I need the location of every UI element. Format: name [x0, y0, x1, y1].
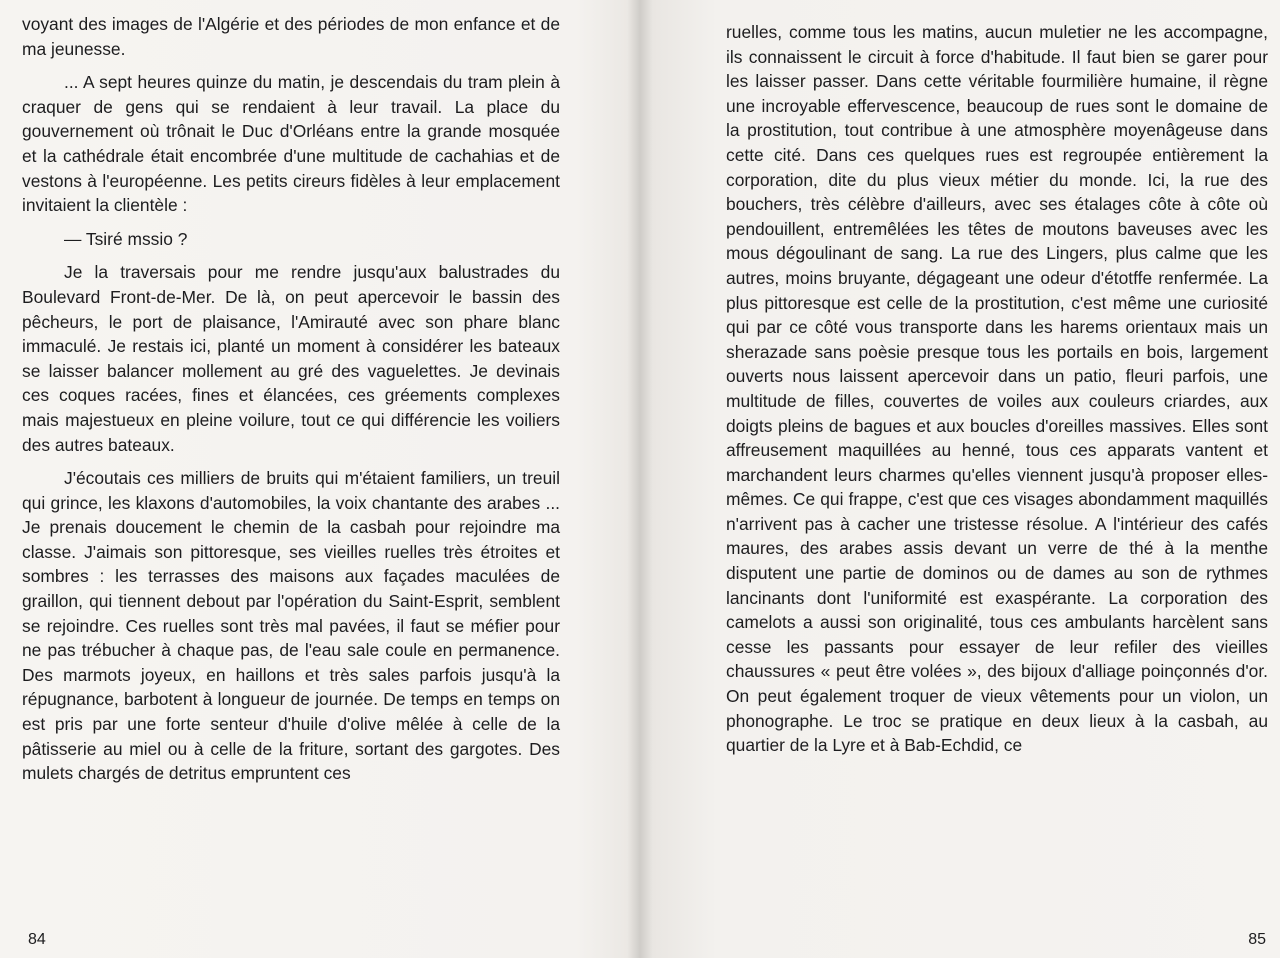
dialogue-line: — Tsiré mssio ? [64, 228, 188, 249]
page-number: 84 [28, 931, 46, 948]
paragraph: voyant des images de l'Algérie et des périodes de mon enfance et de ma jeunesse. [22, 14, 560, 59]
right-page [640, 0, 1280, 958]
right-page-text [726, 20, 1268, 758]
left-page-text [22, 12, 560, 786]
paragraph: ... A sept heures quinze du matin, je descendais du tram plein à craquer de gens qui se rendaient à leur travail. La place du gouvernement où trônait le Duc d'Orléans entre la grande mosquée et la cathédrale était encombrée d'une multitude de cachahias et de vestons à l'européenne. Les petits cireurs fidèles à leur emplacement invitaient la clientèle : [22, 72, 560, 216]
page-number: 85 [1248, 931, 1266, 948]
paragraph: ruelles, comme tous les matins, aucun muletier ne les accompagne, ils connaissent le circuit à force d'habitude. Il faut bien se garer pour les laisser passer. Dans cette véritable fourmilière humaine, il règne une incroyable effervescence, beaucoup de rues sont le domaine de la prostitution, tout contribue à une atmosphère moyenâgeuse dans cette cité. Dans ces quelques rues est regroupée entièrement la corporation, dite du plus vieux métier du monde. Ici, la rue des bouchers, très célèbre d'ailleurs, avec ses étalages côte à côte où pendouillent, entremêlées les têtes de moutons baveuses avec les mous dégoulinant de sang. La rue des Lingers, plus calme que les autres, moins bruyante, dégageant une odeur d'étotffe renfermée. La plus pittoresque est celle de la prostitution, c'est même une curiosité qui par ce côté vous transporte dans les harems orientaux mais un sherazade sans poèsie presque tous les portails en bois, largement ouverts nous laissent apercevoir dans un patio, fleuri parfois, une multitude de filles, couvertes de voiles aux couleurs criardes, aux doigts pleins de bagues et aux boucles d'oreilles massives. Elles sont affreusement maquillées au henné, tous ces apparats vantent et marchandent leurs charmes qu'elles viennent jusqu'à proposer elles-mêmes. Ce qui frappe, c'est que ces visages abondamment maquillés n'arrivent pas à cacher une tristesse résolue. A l'intérieur des cafés maures, des arabes assis devant un verre de thé à la menthe disputent une partie de dominos ou de dames au son de rythmes lancinants dont l'uniformité est exaspérante. La corporation des camelots a aussi son originalité, tous ces ambulants harcèlent sans cesse les passants pour essayer de leur refiler des vieilles chaussures « peut être volées », des bijoux d'alliage poinçonnés d'or. On peut également troquer de vieux vêtements pour un violon, un phonographe. Le troc se pratique en deux lieux à la casbah, au quartier de la Lyre et à Bab-Echdid, ce [726, 22, 1268, 756]
paragraph: Je la traversais pour me rendre jusqu'aux balustrades du Boulevard Front-de-Mer. De là, on peut apercevoir le bassin des pêcheurs, le port de plaisance, l'Amirauté avec son phare blanc immaculé. Je restais ici, planté un moment à considérer les bateaux se laisser balancer mollement au gré des vaguelettes. Je devinais ces coques racées, fines et élancées, ces gréements complexes mais majestueux en pleine voilure, tout ce qui différencie les voiliers des autres bateaux. [22, 262, 560, 455]
paragraph: J'écoutais ces milliers de bruits qui m'étaient familiers, un treuil qui grince, les klaxons d'automobiles, la voix chantante des arabes ... Je prenais doucement le chemin de la casbah pour rejoindre ma classe. J'aimais son pittoresque, ses vieilles ruelles très étroites et sombres : les terrasses des maisons aux façades maculées de graillon, qui tiennent debout par l'opération du Saint-Esprit, semblent se rejoindre. Ces ruelles sont très mal pavées, il faut se méfier pour ne pas trébucher à chaque pas, de l'eau sale coule en permanence. Des marmots joyeux, en haillons et très sales parfois jusqu'à la répugnance, barbotent à longueur de journée. De temps en temps on est pris par une forte senteur d'huile d'olive mêlée à celle de la pâtisserie au miel ou à celle de la friture, sortant des gargotes. Des mulets chargés de detritus empruntent ces [22, 468, 560, 784]
